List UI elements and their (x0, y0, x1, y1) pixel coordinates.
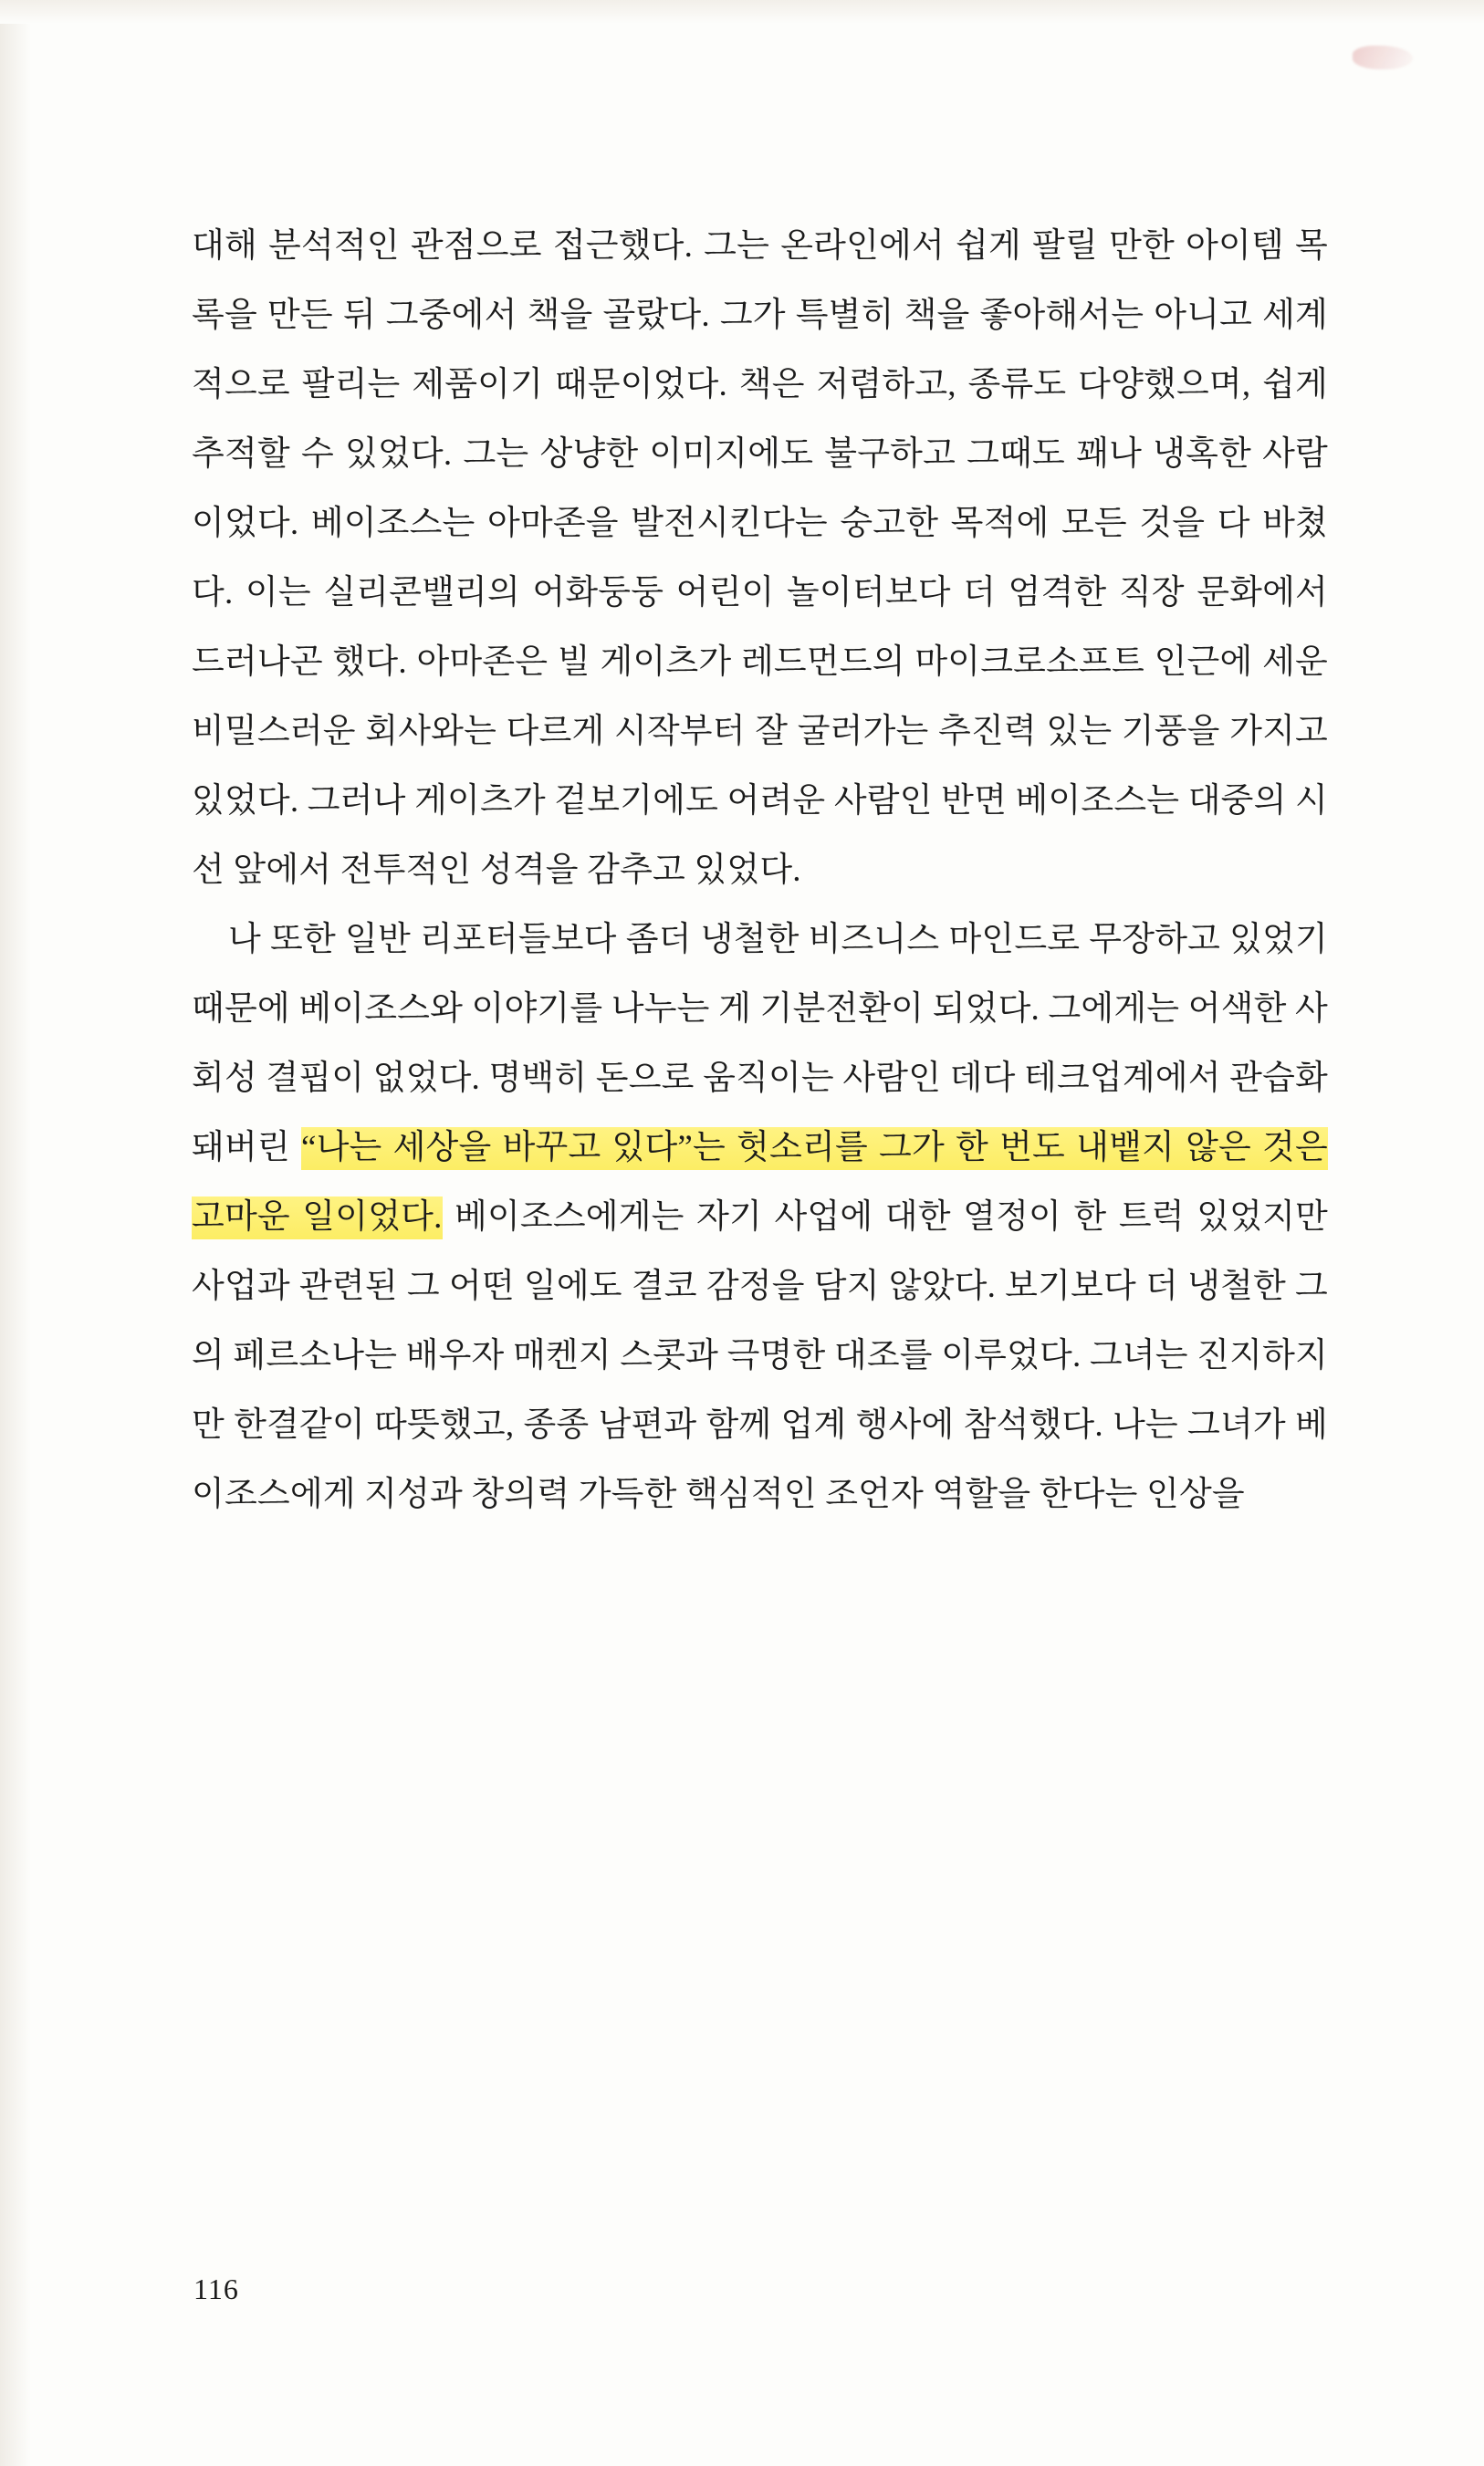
plain-text: 대해 분석적인 관점으로 접근했다. 그는 온라인에서 쉽게 팔릴 만한 아이템 목록을 만든 뒤 그중에서 책을 골랐다. 그가 특별히 책을 좋아해서는 아니고 세계적으로 팔리는 제품이기 때문이었다. 책은 저렴하고, 종류도 다양했으며, 쉽게 추적할 수 있었다. 그는 상냥한 이미지에도 불구하고 그때도 꽤나 냉혹한 사람이었다. 베이조스는 아마존을 발전시킨다는 숭고한 목적에 모든 것을 다 바쳤다. 이는 실리콘밸리의 어화둥둥 어린이 놀이터보다 더 엄격한 직장 문화에서 드러나곤 했다. 아마존은 빌 게이츠가 레드먼드의 마이크로소프트 인근에 세운 비밀스러운 회사와는 다르게 시작부터 잘 굴러가는 추진력 있는 기풍을 가지고 있었다. 그러나 게이츠가 겉보기에도 어려운 사람인 반면 베이조스는 대중의 시선 앞에서 전투적인 성격을 감추고 있었다. (192, 227, 1328, 889)
paragraph-2 (192, 905, 1328, 1530)
plain-text: 베이조스에게는 자기 사업에 대한 열정이 한 트럭 있었지만 사업과 관련된 그 어떤 일에도 결코 감정을 담지 않았다. 보기보다 더 냉철한 그의 페르소나는 배우자 매켄지 스콧과 극명한 대조를 이루었다. 그녀는 진지하지만 한결같이 따뜻했고, 종종 남편과 함께 업계 행사에 참석했다. 나는 그녀가 베이조스에게 지성과 창의력 가득한 핵심적인 조언자 역할을 한다는 인상을 (192, 1198, 1328, 1513)
page-number: 116 (193, 2273, 239, 2305)
highlighted-text: “나는 세상을 바꾸고 있다”는 헛소리를 그가 한 번도 내뱉지 않은 것은 고마운 일이었다. (192, 1127, 1328, 1239)
scan-artifact-mark (1353, 46, 1413, 69)
paragraph-1 (192, 212, 1328, 905)
scan-edge-shadow-left (0, 0, 31, 2466)
scan-edge-shadow-top (0, 0, 1484, 24)
plain-text: 나 또한 일반 리포터들보다 좀더 냉철한 비즈니스 마인드로 무장하고 있었기 때문에 베이조스와 이야기를 나누는 게 기분전환이 되었다. 그에게는 어색한 사회성 결핍이 없었다. 명백히 돈으로 움직이는 사람인 데다 테크업계에서 관습화돼버린 (192, 921, 1328, 1166)
body-text (192, 212, 1328, 1530)
